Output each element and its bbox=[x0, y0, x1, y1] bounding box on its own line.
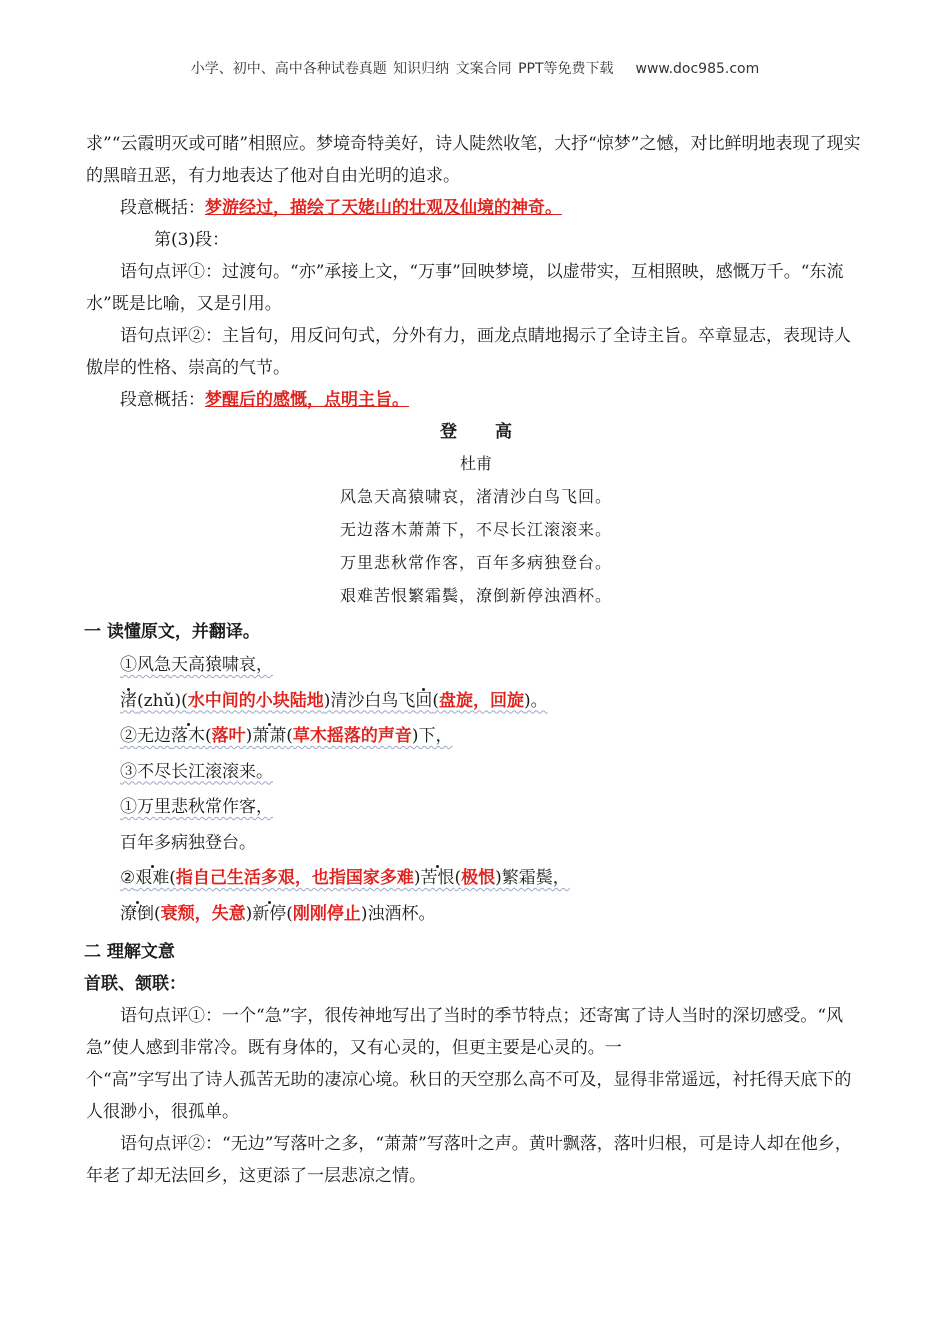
gloss: 衰颓，失意 bbox=[160, 903, 246, 924]
annotated-line-3: ②无边落木(落叶)萧萧(草木摇落的声音)下， bbox=[120, 726, 453, 746]
section3-summary-text: 梦醒后的感慨，点明主旨。 bbox=[205, 390, 409, 410]
gloss: 刚刚停止 bbox=[292, 903, 361, 924]
gloss: 草木摇落的声音 bbox=[292, 726, 412, 746]
annotated-poem bbox=[86, 648, 866, 932]
poem-author: 杜甫 bbox=[459, 454, 492, 473]
annotated-line-4: ③不尽长江滚滚来。 bbox=[120, 761, 273, 782]
header-site: www.doc985.com bbox=[635, 61, 760, 77]
gloss: 水中间的小块陆地 bbox=[187, 690, 324, 711]
part2-heading: 二 理解文意 bbox=[84, 942, 175, 962]
part2-comment-1: 语句点评①：一个“急”字，很传神地写出了当时的季节特点；还寄寓了诗人当时的深切感受。“风急”使人感到非常冷。既有身体的，又有心灵的，但更主要是心灵的。一 bbox=[86, 1006, 844, 1058]
gloss: 指自己生活多艰，也指国家多难 bbox=[175, 868, 414, 888]
part2-subheading: 首联、颔联： bbox=[84, 974, 186, 994]
annotated-line-5: ①万里悲秋常作客， bbox=[120, 797, 273, 817]
page-header bbox=[0, 58, 950, 78]
section3-summary: 段意概括：梦醒后的感慨，点明主旨。 bbox=[120, 390, 409, 410]
header-text: 小学、初中、高中各种试卷真题 知识归纳 文案合同 PPT等免费下载 bbox=[190, 61, 614, 77]
poem-line: 艰难苦恨繁霜鬓，潦倒新停浊酒杯。 bbox=[339, 586, 612, 605]
poem-title: 登高 bbox=[440, 422, 550, 442]
gloss: 极恨 bbox=[461, 868, 496, 888]
annotated-line-2: 渚(zhǔ)(水中间的小块陆地)清沙白鸟飞回(盘旋，回旋)。 bbox=[120, 690, 548, 711]
part1-heading: 一 读懂原文，并翻译。 bbox=[84, 622, 260, 642]
section2-summary: 段意概括：梦游经过，描绘了天姥山的壮观及仙境的神奇。 bbox=[120, 198, 562, 218]
annotated-line-7: ②艰难(指自己生活多艰，也指国家多难)苦恨(极恨)繁霜鬓， bbox=[120, 868, 570, 888]
section3-title: 第(3)段： bbox=[154, 230, 230, 250]
section3-comment-2: 语句点评②：主旨句，用反问句式，分外有力，画龙点睛地揭示了全诗主旨。卒章显志，表现诗人傲岸的性格、崇高的气节。 bbox=[86, 326, 851, 378]
poem-line: 万里悲秋常作客，百年多病独登台。 bbox=[339, 553, 612, 572]
document-body bbox=[86, 128, 866, 1192]
annotated-line-6: 百年多病独登台。 bbox=[120, 832, 256, 853]
poem-line: 风急天高猿啸哀，渚清沙白鸟飞回。 bbox=[339, 487, 612, 506]
section2-summary-text: 梦游经过，描绘了天姥山的壮观及仙境的神奇。 bbox=[205, 198, 562, 218]
gloss: 盘旋，回旋 bbox=[439, 690, 525, 711]
poem-line: 无边落木萧萧下，不尽长江滚滚来。 bbox=[339, 520, 612, 539]
paragraph-continued: 求”“云霞明灭或可睹”相照应。梦境奇特美好，诗人陡然收笔，大抒“惊梦”之憾，对比鲜明地表现了现实的黑暗丑恶，有力地表达了他对自由光明的追求。 bbox=[86, 134, 861, 186]
annotated-line-8: 潦倒(衰颓，失意)新停(刚刚停止)浊酒杯。 bbox=[120, 903, 436, 924]
part2-comment-1-cont: 个“高”字写出了诗人孤苦无助的凄凉心境。秋日的天空那么高不可及，显得非常遥远，衬托得天底下的人很渺小，很孤单。 bbox=[86, 1070, 852, 1122]
part2-comment-2: 语句点评②：“无边”写落叶之多，“萧萧”写落叶之声。黄叶飘落，落叶归根，可是诗人却在他乡，年老了却无法回乡，这更添了一层悲凉之情。 bbox=[86, 1134, 852, 1186]
section3-comment-1: 语句点评①：过渡句。“亦”承接上文，“万事”回映梦境，以虚带实，互相照映，感慨万千。“东流水”既是比喻，又是引用。 bbox=[86, 262, 844, 314]
gloss: 落叶 bbox=[211, 726, 246, 746]
annotated-line-1: ①风急天高猿啸哀， bbox=[120, 655, 273, 675]
